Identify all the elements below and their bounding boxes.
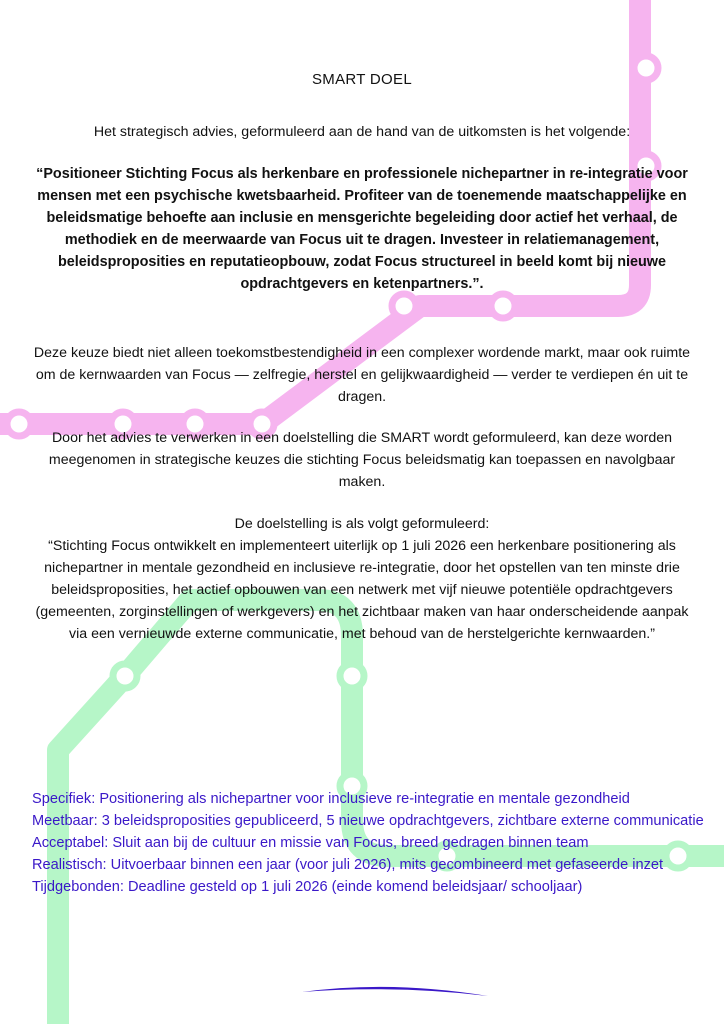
green-station <box>113 664 137 688</box>
goal-text: “Stichting Focus ontwikkelt en implementeert uiterlijk op 1 juli 2026 een herkenbare positionering als nichepartner in mentale gezondheid en inclusieve re-integratie, door het opstellen van ten minste drie beleidsproposities, het actief opbouwen van een netwerk met vijf nieuwe potentiële opdrachtgevers (gemeenten, zorginstellingen of werkgevers) en het zichtbaar maken van haar onderscheidende aanpak via een vernieuwde externe communicatie, met behoud van de herstelgerichte kernwaarden.” <box>35 538 689 642</box>
intro-paragraph: Het strategisch advies, geformuleerd aan de hand van de uitkomsten is het volgende: <box>93 124 631 140</box>
smart-criteria-list <box>32 788 712 898</box>
smart-realistisch: Realistisch: Uitvoerbaar binnen een jaar (voor juli 2026), mits gecombineerd met gefaseerde inzet <box>32 857 664 873</box>
smart-acceptabel: Acceptabel: Sluit aan bij de cultuur en missie van Focus, breed gedragen binnen team <box>32 835 589 851</box>
page-title: SMART DOEL <box>312 71 412 88</box>
pink-station <box>7 412 31 436</box>
choice-paragraph: Deze keuze biedt niet alleen toekomstbestendigheid in een complexer wordende markt, maar ook ruimte om de kernwaarden van Focus — zelfregie, herstel en gelijkwaardigheid — verder te verdiepen én uit te dragen. <box>33 345 691 405</box>
goal-intro: De doelstelling is als volgt geformuleerd: <box>234 516 490 532</box>
smart-meetbaar: Meetbaar: 3 beleidsproposities gepubliceerd, 5 nieuwe opdrachtgevers, zichtbare externe communicatie <box>32 813 704 829</box>
smart-tijdgebonden: Tijdgebonden: Deadline gesteld op 1 juli 2026 (einde komend beleidsjaar/ schooljaar) <box>32 879 583 895</box>
smart-explanation-paragraph: Door het advies te verwerken in een doelstelling die SMART wordt geformuleerd, kan deze worden meegenomen in strategische keuzes die stichting Focus beleidsmatig kan toepassen en navolgbaar maken. <box>48 430 676 490</box>
smart-specifiek: Specifiek: Positionering als nichepartner voor inclusieve re-integratie en mentale gezondheid <box>32 791 630 807</box>
green-station <box>340 664 364 688</box>
goal-paragraph <box>30 513 694 645</box>
pink-station <box>491 294 515 318</box>
brush-swoosh-decoration <box>300 978 490 998</box>
strategic-advice-quote: “Positioneer Stichting Focus als herkenbare en professionele nichepartner in re-integratie voor mensen met een psychische kwetsbaarheid. Profiteer van de toenemende maatschappelijke en beleidsmatige behoefte aan inclusie en mensgerichte begeleiding door actief het verhaal, de methodiek en de meerwaarde van Focus uit te dragen. Investeer in relatiemanagement, beleidsproposities en reputatieopbouw, zodat Focus structureel in beeld komt bij nieuwe opdrachtgevers en ketenpartners.”. <box>36 166 688 292</box>
pink-station <box>392 294 416 318</box>
